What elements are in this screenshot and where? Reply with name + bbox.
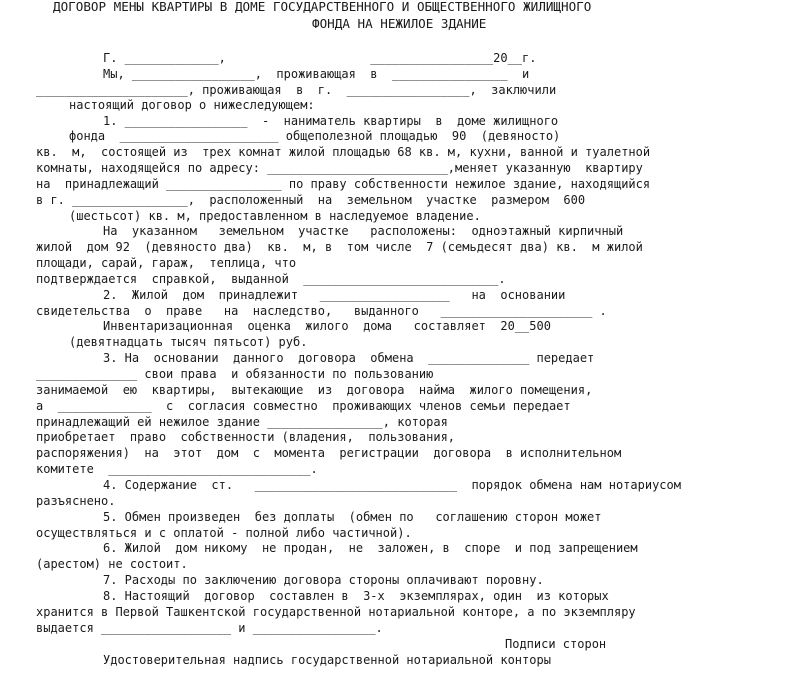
text-line: фонда ______________________ общеполезной площадью 90 (девяносто): [69, 129, 561, 143]
clause-1: 1. _________________ - наниматель квартиры в доме жилищного: [103, 114, 559, 128]
text-line: на принадлежащий ________________ по праву собственности нежилое здание, находящийся: [36, 177, 651, 191]
clause-8: 8. Настоящий договор составлен в 3-х экземплярах, один из которых: [103, 589, 609, 603]
text-line: (шестьсот) кв. м, предоставленном в наследуемое владение.: [69, 209, 481, 223]
text-line: _____________________, проживающая в г. _________________, заключили: [36, 83, 557, 97]
text-line: На указанном земельном участке расположены: одноэтажный кирпичный: [103, 224, 624, 238]
text-line: в г. ________________, расположенный на земельном участке размером 600: [36, 193, 586, 207]
signatures-heading: Подписи сторон: [505, 637, 607, 651]
clause-7: 7. Расходы по заключению договора стороны оплачивают поровну.: [103, 573, 544, 587]
document-title-line-2: ФОНДА НА НЕЖИЛОЕ ЗДАНИЕ: [312, 16, 487, 31]
text-line: кв. м, состоящей из трех комнат жилой площадью 68 кв. м, кухни, ванной и туалетной: [36, 145, 651, 159]
clause-3: 3. На основании данного договора обмена ______________ передает: [103, 351, 595, 365]
text-line: приобретает право собственности (владения, пользования,: [36, 430, 456, 444]
text-line: выдается __________________ и _________________.: [36, 621, 383, 635]
document-title-line-1: ДОГОВОР МЕНЫ КВАРТИРЫ В ДОМЕ ГОСУДАРСТВЕННОГО И ОБЩЕСТВЕННОГО ЖИЛИЩНОГО: [53, 0, 592, 14]
text-line: жилой дом 92 (девяносто два) кв. м, в том числе 7 (семьдесят два) кв. м жилой: [36, 240, 643, 254]
clause-4: 4. Содержание ст. ____________________________ порядок обмена нам нотариусом: [103, 478, 681, 492]
text-line: занимаемой ею квартиры, вытекающие из договора найма жилого помещения,: [36, 383, 593, 397]
text-line: ______________ свои права и обязанности по пользованию: [36, 367, 434, 381]
text-line: (девятнадцать тысяч пятьсот) руб.: [69, 335, 308, 349]
text-line: а _____________ с согласия совместно проживающих членов семьи передает: [36, 399, 571, 413]
text-line: площади, сарай, гараж, теплица, что: [36, 256, 297, 270]
text-line: осуществляться и с оплатой - полной либо частичной).: [36, 526, 412, 540]
text-line: комнаты, находящейся по адресу: _________________________,меняет указанную квартиру: [36, 161, 643, 175]
text-line: комитете ____________________________.: [36, 462, 318, 476]
text-line: распоряжения) на этот дом с момента регистрации договора в исполнительном: [36, 446, 622, 460]
text-line: Мы, _________________, проживающая в ________________ и: [103, 67, 530, 81]
text-line: свидетельства о праве на наследство, выданного _____________________ .: [36, 304, 607, 318]
text-line: (арестом) не состоит.: [36, 557, 188, 571]
text-line: Инвентаризационная оценка жилого дома составляет 20__500: [103, 319, 551, 333]
text-line: хранится в Первой Ташкентской государственной нотариальной конторе, а по экземпляру: [36, 605, 636, 619]
date-place-line: Г. _____________, _________________20__г.: [103, 51, 537, 65]
text-line: настоящий договор о нижеследующем:: [69, 98, 315, 112]
clause-6: 6. Жилой дом никому не продан, не заложен, в споре и под запрещением: [103, 541, 638, 555]
notary-certification-heading: Удостоверительная надпись государственной нотариальной конторы: [103, 653, 551, 667]
clause-5: 5. Обмен произведен без доплаты (обмен по соглашению сторон может: [103, 510, 602, 524]
text-line: разъяснено.: [36, 494, 116, 508]
text-line: подтверждается справкой, выданной ___________________________.: [36, 272, 506, 286]
text-line: принадлежащий ей нежилое здание ________________, которая: [36, 415, 448, 429]
clause-2: 2. Жилой дом принадлежит __________________ на основании: [103, 288, 566, 302]
